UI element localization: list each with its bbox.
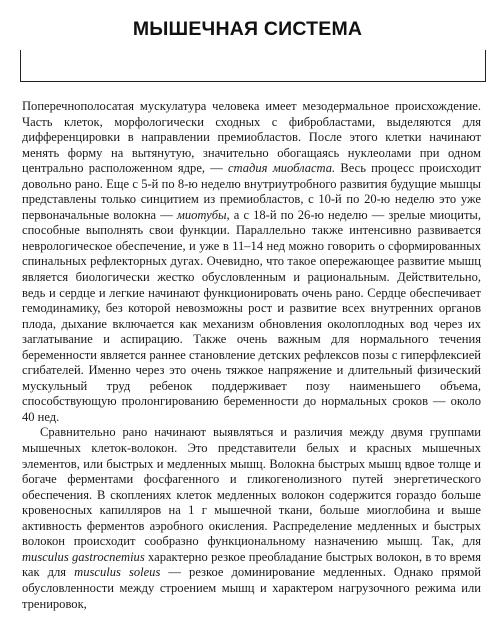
italic-term: musculus gastrocnemius xyxy=(22,549,145,564)
paragraph-2 xyxy=(22,425,481,612)
text-segment: характерно резкое преобладание быстрых волокон, в то время как для xyxy=(22,549,481,580)
text-segment: Сравнительно рано начинают выявляться и различия между двумя группами мышечных клеток-волокон. Это представители белых и красных мышечных элементов, или быстрых и медленных мышц. Волокна быстрых мышц вдвое толще и богаче ферментами фосфагенного и гликогенолизного путей энергетического обеспечения. В скоплениях клеток медленных волокон содержится гораздо больше кровеносных капилляров на 1 г мышечной ткани, больше миоглобина и выше активность ферментов аэробного окисления. Распределение медленных и быстрых волокон происходит сообразно функциональному назначению мышц. Так, для xyxy=(22,425,481,549)
italic-term: стадия миобласта. xyxy=(227,161,336,176)
chapter-heading: МЫШЕЧНАЯ СИСТЕМА xyxy=(132,18,363,40)
text-segment: — резкое доминирование медленных. Однако прямой обусловленности между строением мышц и характером нагрузочного режима или тренировок, xyxy=(22,565,481,611)
italic-term: musculus soleus xyxy=(74,565,161,580)
paragraph-1 xyxy=(22,99,481,425)
text-segment: а с 18-й по 26-ю неделю — зрелые миоциты, способные выполнять свои функции. Параллельно также интенсивно развивается неврологическое обеспечение, и уже в 11–14 нед можно говорить о сформированных спинальных рефлекторных дугах. Очевидно, что такое опережающее развитие мышц является биологически жестко обусловленным и рациональным. Действительно, ведь и сердце и легкие начинают функционировать очень рано. Сердце обеспечивает гемодинамику, без которой невозможны рост и развитие всех внутренних органов плода, дыхание включается как механизм обновления околоплодных вод через их заглатывание и аспирацию. Также очень важным для нормального течения беременности является раннее становление детских рефлексов позы с гиперфлексией сгибателей. Именно через это очень тяжкое напряжение и длительный физический мускульный труд ребенок поддерживает позу наименьшего объема, способствующую пролонгированию беременности до нормальных сроков — около 40 нед. xyxy=(22,207,481,424)
heading-frame xyxy=(20,50,486,82)
text-segment: Поперечнополосатая мускулатура человека имеет мезодермальное происхождение. Часть клеток, морфологически сходных с фибробластами, выделяются для дифференцировки в направлении премиобластов. После этого клетки начинают менять форму на вытянутую, значительно обогащаясь нуклеолами при одном центрально расположенном ядре, — xyxy=(22,99,481,176)
italic-term: миотубы, xyxy=(176,207,230,222)
body-text xyxy=(22,99,481,612)
text-segment: Весь процесс происходит довольно рано. Еще с 5-й по 8-ю неделю внутриутробного развития будущие мышцы представлены только синцитием из премиобластов, с 10-й по 20-ю неделю это уже первоначальные волокна — xyxy=(22,161,482,222)
